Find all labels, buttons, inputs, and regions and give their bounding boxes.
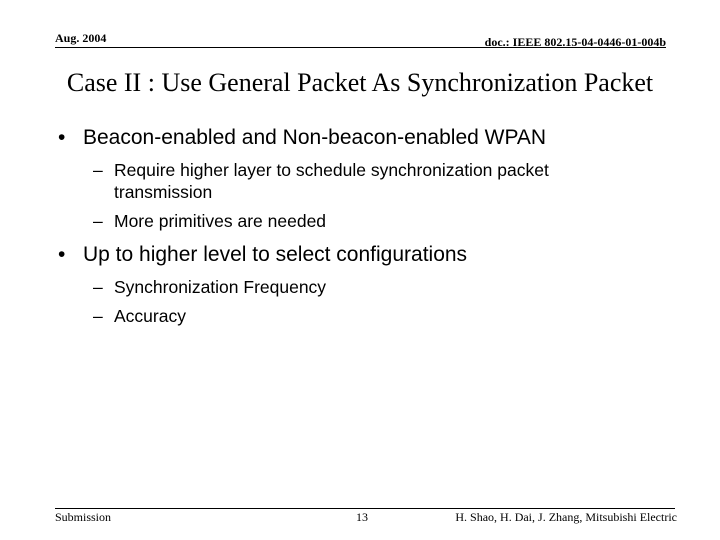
- sub-bullet-text: Accuracy: [114, 306, 186, 326]
- header-date: Aug. 2004: [55, 31, 107, 45]
- bullet-text: Up to higher level to select configurations: [83, 243, 468, 266]
- page-number: 13: [356, 510, 368, 524]
- footer-authors: H. Shao, H. Dai, J. Zhang, Mitsubishi Electric: [455, 510, 677, 524]
- bullet-marker: •: [58, 243, 66, 266]
- bullet-marker: •: [58, 126, 66, 149]
- sub-bullet-item: [93, 159, 633, 203]
- sub-bullet-marker: –: [93, 160, 103, 180]
- sub-bullet-item: [93, 305, 653, 327]
- sub-bullet-marker: –: [93, 211, 103, 231]
- footer-divider: [55, 508, 675, 509]
- sub-bullet-marker: –: [93, 277, 103, 297]
- header-divider: [55, 47, 666, 48]
- footer-submission: Submission: [55, 510, 112, 524]
- bullet-text: Beacon-enabled and Non-beacon-enabled WPAN: [83, 126, 547, 149]
- header-doc-id: doc.: IEEE 802.15-04-0446-01-004b: [484, 35, 666, 49]
- slide-title: Case II : Use General Packet As Synchronization Packet: [66, 68, 654, 97]
- sub-bullet-item: [93, 210, 653, 232]
- sub-bullet-marker: –: [93, 306, 103, 326]
- sub-bullet-item: [93, 276, 653, 298]
- sub-bullet-text: More primitives are needed: [114, 211, 327, 231]
- sub-bullet-text: Synchronization Frequency: [114, 277, 327, 297]
- sub-bullet-text: Require higher layer to schedule synchronization packet transmission: [114, 160, 549, 202]
